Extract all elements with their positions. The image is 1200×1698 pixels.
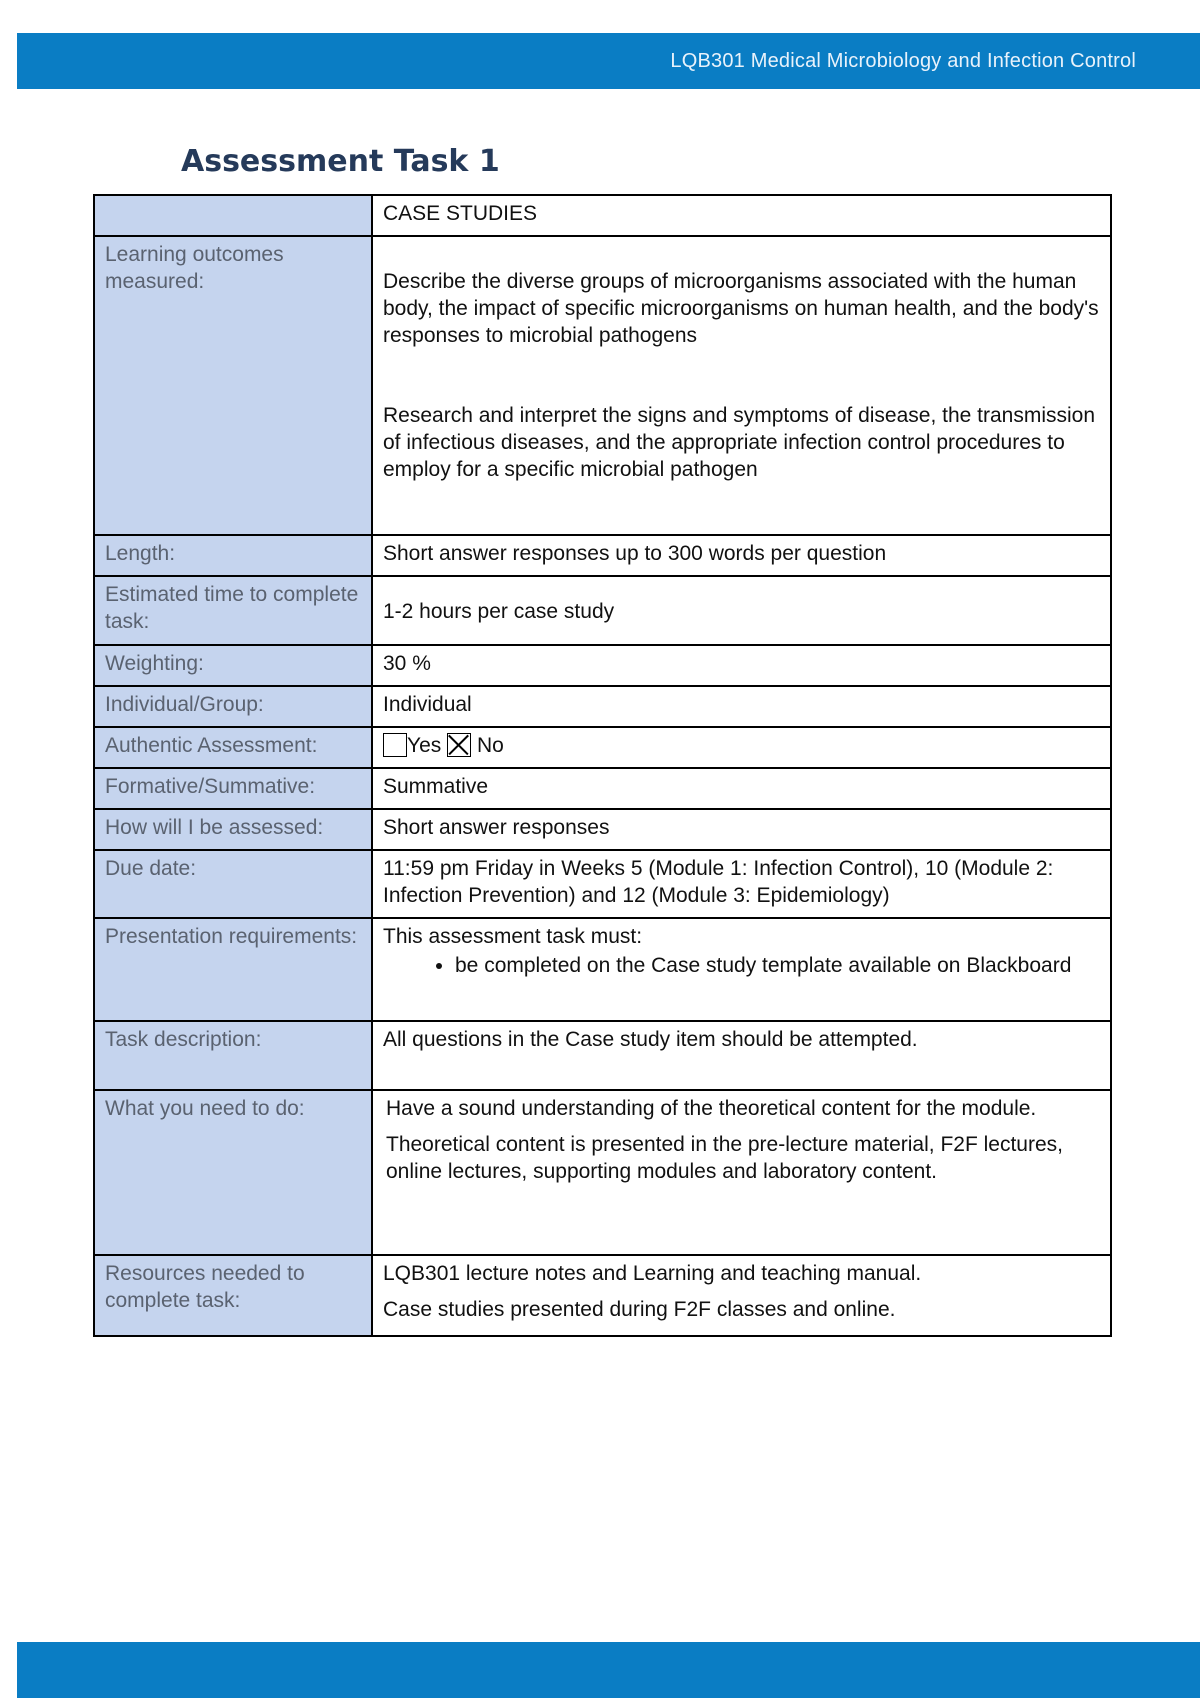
row-label-empty	[94, 195, 372, 236]
yes-checkbox[interactable]	[383, 733, 407, 757]
row-label-estimated-time: Estimated time to complete task:	[94, 576, 372, 645]
no-checkbox-checked[interactable]	[447, 733, 471, 757]
table-row	[94, 1255, 1111, 1336]
row-label-presentation: Presentation requirements:	[94, 918, 372, 1021]
table-row	[94, 686, 1111, 727]
table-row	[94, 768, 1111, 809]
what-to-do-value	[372, 1090, 1111, 1255]
task-description-value: All questions in the Case study item should be attempted.	[372, 1021, 1111, 1090]
learning-outcome-item: Research and interpret the signs and symptoms of disease, the transmission of infectious diseases, and the appropriate infection control procedures to employ for a specific microbial pathogen	[383, 404, 1096, 481]
table-row	[94, 645, 1111, 686]
table-row	[94, 535, 1111, 576]
footer-band	[17, 1642, 1200, 1698]
due-date-value: 11:59 pm Friday in Weeks 5 (Module 1: Infection Control), 10 (Module 2: Infection Prevention) and 12 (Module 3: Epidemiology)	[372, 850, 1111, 918]
table-row	[94, 236, 1111, 535]
table-row	[94, 727, 1111, 768]
row-label-formative-summative: Formative/Summative:	[94, 768, 372, 809]
table-row	[94, 850, 1111, 918]
table-row	[94, 918, 1111, 1021]
yes-label: Yes	[407, 734, 442, 757]
row-label-how-assessed: How will I be assessed:	[94, 809, 372, 850]
row-label-task-description: Task description:	[94, 1021, 372, 1090]
authentic-assessment-value	[372, 727, 1111, 768]
estimated-time-value: 1-2 hours per case study	[372, 576, 1111, 645]
weighting-value: 30 %	[372, 645, 1111, 686]
row-label-weighting: Weighting:	[94, 645, 372, 686]
row-label-authentic-assessment: Authentic Assessment:	[94, 727, 372, 768]
row-label-individual-group: Individual/Group:	[94, 686, 372, 727]
list-item: • be completed on the Case study template available on Blackboard	[455, 952, 1100, 979]
presentation-intro: This assessment task must:	[383, 925, 643, 948]
what-to-do-paragraph: Theoretical content is presented in the pre-lecture material, F2F lectures, online lectures, supporting modules and laboratory content.	[386, 1133, 1063, 1183]
resources-value	[372, 1255, 1111, 1336]
row-label-what-to-do: What you need to do:	[94, 1090, 372, 1255]
header-band	[17, 33, 1200, 89]
length-value: Short answer responses up to 300 words per question	[372, 535, 1111, 576]
row-label-due-date: Due date:	[94, 850, 372, 918]
table-row	[94, 1021, 1111, 1090]
row-label-length: Length:	[94, 535, 372, 576]
assessment-info-table	[93, 194, 1112, 1337]
table-row	[94, 195, 1111, 236]
page-title: Assessment Task 1	[181, 144, 500, 179]
presentation-value	[372, 918, 1111, 1021]
row-label-learning-outcomes: Learning outcomes measured:	[94, 236, 372, 535]
course-title: LQB301 Medical Microbiology and Infection Control	[670, 50, 1136, 72]
formative-summative-value: Summative	[372, 768, 1111, 809]
how-assessed-value: Short answer responses	[372, 809, 1111, 850]
what-to-do-paragraph: Have a sound understanding of the theoretical content for the module.	[386, 1097, 1037, 1120]
resources-paragraph: Case studies presented during F2F classes and online.	[383, 1298, 896, 1321]
table-row	[94, 1090, 1111, 1255]
table-row	[94, 809, 1111, 850]
resources-paragraph: LQB301 lecture notes and Learning and teaching manual.	[383, 1262, 922, 1285]
assessment-type-value: CASE STUDIES	[372, 195, 1111, 236]
learning-outcome-item: Describe the diverse groups of microorganisms associated with the human body, the impact of specific microorganisms on human health, and the body's responses to microbial pathogens	[383, 270, 1099, 347]
presentation-list	[383, 952, 1100, 979]
no-label: No	[476, 734, 504, 757]
individual-group-value: Individual	[372, 686, 1111, 727]
learning-outcomes-value	[372, 236, 1111, 535]
row-label-resources: Resources needed to complete task:	[94, 1255, 372, 1336]
table-row	[94, 576, 1111, 645]
